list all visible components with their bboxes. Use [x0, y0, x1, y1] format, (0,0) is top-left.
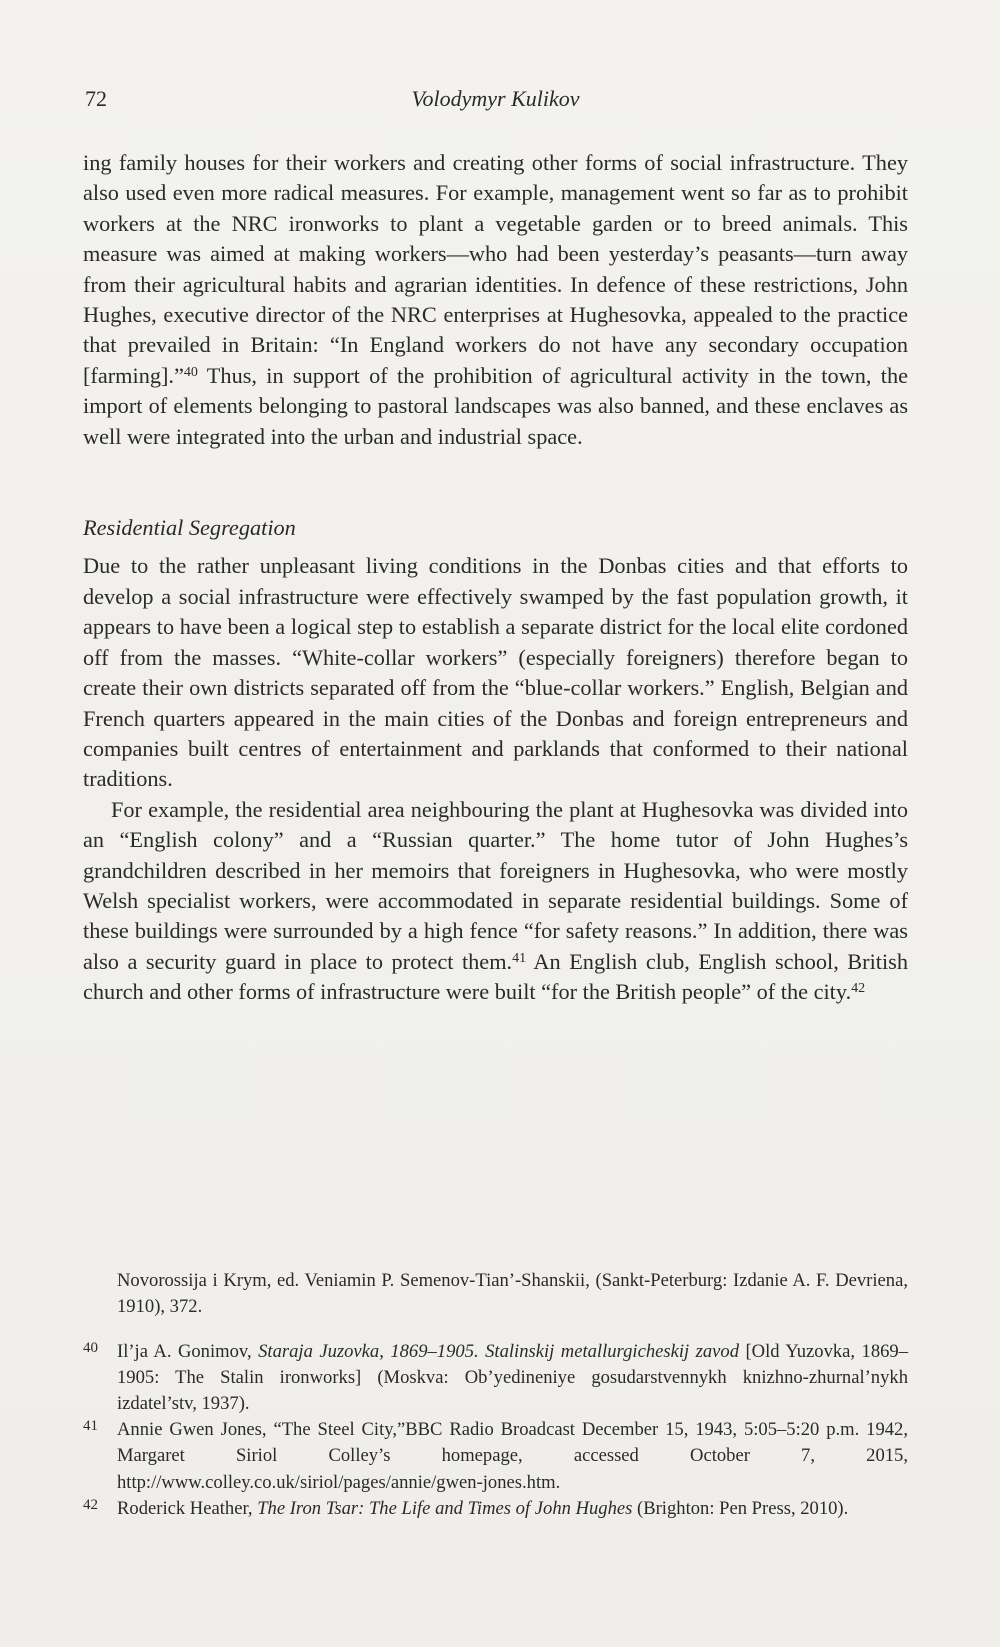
- footnote-number: 40: [83, 1339, 98, 1356]
- italic-title: The Iron Tsar: The Life and Times of John Hughes: [257, 1497, 633, 1519]
- footnote-text: [117, 1419, 908, 1492]
- text-run: Il’ja A. Gonimov,: [117, 1340, 259, 1362]
- footnote-reference: 41: [512, 950, 527, 966]
- footnote-42: [83, 1496, 908, 1522]
- text-run: For example, the residential area neighbouring the plant at Hughesovka was divided into an “English colony” and a “Russian quarter.” The home tutor of John Hughes’s grandchildren described in her memoirs that foreigners in Hughesovka, who were mostly Welsh specialist workers, were accommodated in separate residential buildings. Some of these buildings were surrounded by a high fence “for safety reasons.” In addition, there was also a security guard in place to protect them.: [83, 796, 908, 974]
- footnote-continuation: [83, 1268, 908, 1320]
- section-heading: Residential Segregation: [83, 515, 296, 541]
- text-run: Novorossija i Krym, ed. Veniamin P. Semenov-Tian’-Shanskii, (Sankt-Peterburg: Izdanie A. F. Devriena, 1910), 372.: [117, 1269, 908, 1317]
- page-number: 72: [85, 86, 107, 111]
- footnote-reference: 42: [851, 981, 866, 997]
- footnotes: [83, 1249, 908, 1522]
- body-paragraph: [83, 551, 908, 794]
- footnote-41: [83, 1417, 908, 1496]
- main-text: [83, 148, 908, 1008]
- footnote-text: [117, 1498, 848, 1519]
- footnote-text: [117, 1341, 908, 1414]
- body-paragraph: [83, 795, 908, 1008]
- text-run: ing family houses for their workers and creating other forms of social infrastructure. They also used even more radical measures. For example, management went so far as to prohibit workers at the NRC ironworks to plant a vegetable garden or to breed animals. This measure was aimed at making workers—who had been yesterday’s peasants—turn away from their agricultural habits and agrarian identities. In defence of these restrictions, John Hughes, executive director of the NRC enterprises at Hughesovka, appealed to the practice that prevailed in Britain: “In England workers do not have any secondary occupation [farming].”: [83, 150, 908, 388]
- text-run: An English club, English school, British church and other forms of infrastructure were built “for the British people” of the city.: [83, 948, 908, 1005]
- text-run: Thus, in support of the prohibition of agricultural activity in the town, the import of elements belonging to pastoral landscapes was also banned, and these enclaves as well were integrated into the urban and industrial space.: [83, 362, 908, 449]
- text-run: [Old Yuzovka, 1869–1905: The Stalin ironworks] (Moskva: Ob’yedineniye gosudarstvennykh knizhno-zhurnal’nykh izdatel’stv, 1937).: [117, 1340, 909, 1414]
- page-header: [83, 86, 908, 116]
- footnote-number: 42: [83, 1496, 98, 1513]
- footnote-number: 41: [83, 1418, 98, 1435]
- text-run: (Brighton: Pen Press, 2010).: [632, 1497, 849, 1519]
- text-run: Roderick Heather,: [117, 1497, 258, 1519]
- italic-title: Staraja Juzovka, 1869–1905. Stalinskij metallurgicheskij zavod: [258, 1340, 740, 1362]
- text-run: Annie Gwen Jones, “The Steel City,”BBC Radio Broadcast December 15, 1943, 5:05–5:20 p.m. 1942, Margaret Siriol Colley’s homepage, accessed October 7, 2015, http://www.colley.co.uk/siriol/pages/annie/gwen-jones.htm.: [117, 1419, 908, 1493]
- footnote-reference: 40: [183, 364, 198, 380]
- body-paragraph: [83, 148, 908, 452]
- running-head: Volodymyr Kulikov: [411, 86, 580, 111]
- footnote-40: [83, 1339, 908, 1418]
- text-run: Due to the rather unpleasant living conditions in the Donbas cities and that efforts to develop a social infrastructure were effectively swamped by the fast population growth, it appears to have been a logical step to establish a separate district for the local elite cordoned off from the masses. “White-collar workers” (especially foreigners) therefore began to create their own districts separated off from the “blue-collar workers.” English, Belgian and French quarters appeared in the main cities of the Donbas and foreign entrepreneurs and companies built centres of entertainment and parklands that conformed to their national traditions.: [83, 553, 908, 792]
